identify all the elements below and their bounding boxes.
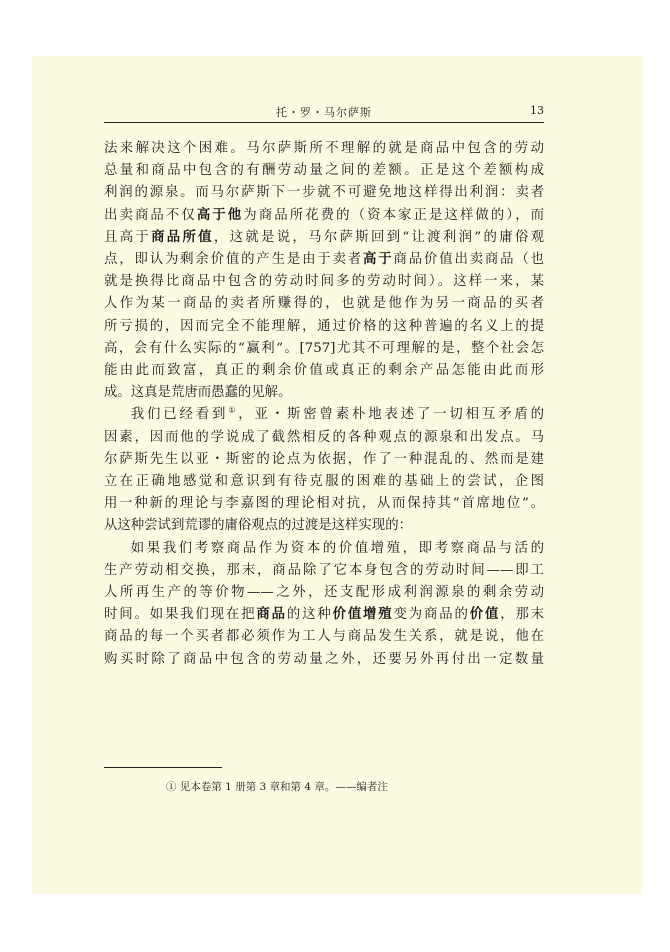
footnote-rule — [104, 767, 222, 768]
emphasis: 高于他 — [196, 207, 244, 223]
emphasis: 商品所值 — [151, 229, 214, 245]
paragraph-1-line-10: 高，会有什么实际的“赢利”。[757]尤其不可理解的是，整个社会怎 — [104, 340, 544, 356]
emphasis: 价值增殖 — [332, 607, 394, 623]
paragraph-2-line-1: 我们已经看到①，亚・斯密曾素朴地表述了一切相互矛盾的 — [130, 405, 545, 423]
paragraph-1-line-2: 总量和商品中包含的有酬劳动量之间的差额。正是这个差额构成 — [104, 163, 544, 179]
paragraph-3-line-4: 时间。如果我们现在把商品的这种价值增殖变为商品的价值，那末 — [104, 607, 545, 623]
paragraph-1-line-6: 点，即认为剩余价值的产生是由于卖者高于商品价值出卖商品（也 — [104, 252, 545, 268]
body-text — [104, 138, 544, 671]
emphasis: 高于 — [363, 252, 394, 268]
paragraph-3-line-2: 生产劳动相交换，那末，商品除了它本身包含的劳动时间——即工 — [104, 562, 544, 578]
paragraph-1-line-11: 能由此而致富，真正的剩余价值或真正的剩余产品怎能由此而形 — [104, 363, 544, 379]
paragraph-1-line-9: 所亏损的，因而完全不能理解，通过价格的这种普遍的名义上的提 — [104, 318, 544, 334]
paragraph-3-line-1: 如果我们考察商品作为资本的价值增殖，即考察商品与活的 — [130, 540, 544, 556]
paragraph-2-line-4: 立在正确地感觉和意识到有待克服的困难的基础上的尝试，企图 — [104, 474, 544, 490]
paragraph-1-line-7: 就是换得比商品中包含的劳动时间多的劳动时间）。这样一来，某 — [104, 274, 544, 290]
paragraph-1-line-3: 利润的源泉。而马尔萨斯下一步就不可避免地这样得出利润：卖者 — [104, 185, 544, 201]
paragraph-2-line-6: 从这种尝试到荒谬的庸俗观点的过渡是这样实现的： — [104, 518, 412, 534]
paragraph-1-line-5: 且高于商品所值，这就是说，马尔萨斯回到“让渡利润”的庸俗观 — [104, 229, 544, 245]
emphasis: 商品 — [256, 607, 287, 623]
paragraph-3-line-3: 人所再生产的等价物——之外，还支配形成利润源泉的剩余劳动 — [104, 585, 544, 601]
paragraph-1-line-12: 成。这真是荒唐而愚蠢的见解。 — [104, 385, 292, 401]
paragraph-1-line-4: 出卖商品不仅高于他为商品所花费的（资本家正是这样做的），而 — [104, 207, 545, 223]
footnote: ① 见本卷第 1 册第 3 章和第 4 章。——编者注 — [166, 781, 388, 793]
footnote-marker[interactable]: ① — [228, 405, 239, 415]
running-header — [104, 102, 544, 123]
emphasis: 价值 — [469, 607, 501, 623]
paragraph-2-line-5: 用一种新的理论与李嘉图的理论相对抗，从而保持其“首席地位”。 — [104, 496, 544, 512]
page-number: 13 — [530, 104, 544, 117]
paragraph-2-line-2: 因素，因而他的学说成了截然相反的各种观点的源泉和出发点。马 — [104, 429, 544, 445]
paragraph-2-line-3: 尔萨斯先生以亚・斯密的论点为依据，作了一种混乱的、然而是建 — [104, 451, 544, 467]
paragraph-3-line-6: 购买时除了商品中包含的劳动量之外，还要另外再付出一定数量 — [104, 651, 544, 667]
paragraph-1-line-1: 法来解决这个困难。马尔萨斯所不理解的就是商品中包含的劳动 — [104, 141, 544, 156]
paragraph-3-line-5: 商品的每一个买者都必须作为工人与商品发生关系，就是说，他在 — [104, 629, 544, 645]
header-title: 托・罗・马尔萨斯 — [276, 106, 372, 119]
paragraph-1-line-8: 人作为某一商品的卖者所赚得的，也就是他作为另一商品的买者 — [104, 296, 544, 312]
